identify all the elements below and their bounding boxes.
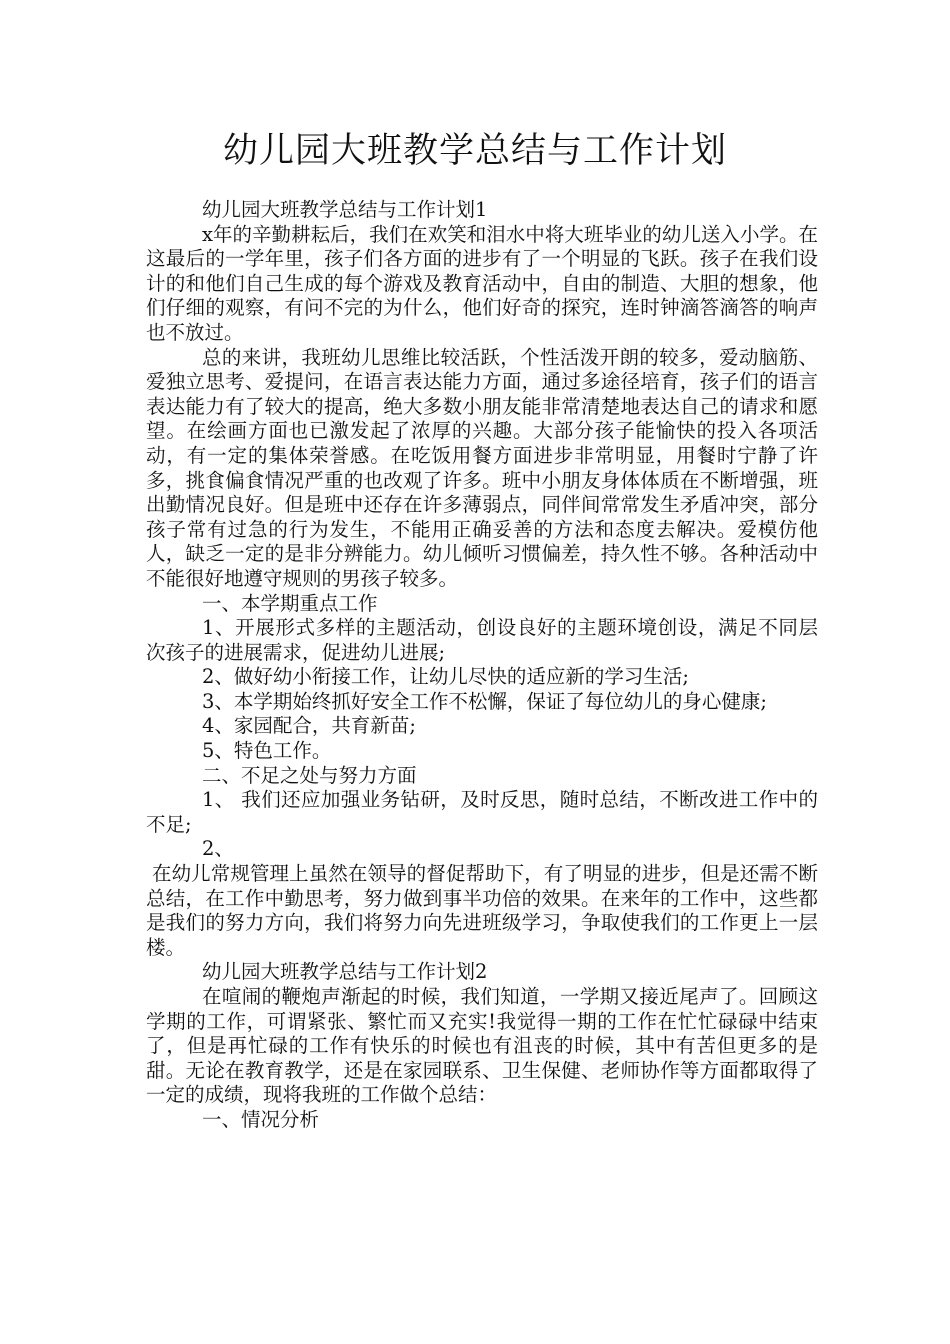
list-item: 2、 — [202, 837, 234, 861]
list-item: 1、 我们还应加强业务钻研，及时反思，随时总结，不断改进工作中的不足; — [146, 788, 818, 836]
section-heading: 一、本学期重点工作 — [202, 591, 378, 615]
paragraph: 总的来讲，我班幼儿思维比较活跃，个性活泼开朗的较多，爱动脑筋、爱独立思考、爱提问，在语言表达能力方面，通过多途径培育，孩子们的语言表达能力有了较大的提高，绝大多数小朋友能非常清楚地表达自己的请求和愿望。在绘画方面也已激发起了浓厚的兴趣。大部分孩子能愉快的投入各项活动，有一定的集体荣誉感。在吃饭用餐方面进步非常明显，用餐时宁静了许多，挑食偏食情况严重的也改观了许多。班中小朋友身体体质在不断增强，班出勤情况良好。但是班中还存在许多薄弱点，同伴间常常发生矛盾冲突，部分孩子常有过急的行为发生，不能用正确妥善的方法和态度去解决。爱模仿他人，缺乏一定的是非分辨能力。幼儿倾听习惯偏差，持久性不够。各种活动中不能很好地遵守规则的男孩子较多。 — [146, 345, 818, 590]
paragraph: 在幼儿常规管理上虽然在领导的督促帮助下，有了明显的进步，但是还需不断总结，在工作中勤思考，努力做到事半功倍的效果。在来年的工作中，这些都是我们的努力方向，我们将努力向先进班级学习，争取使我们的工作更上一层楼。 — [146, 862, 818, 959]
paragraph: x年的辛勤耕耘后，我们在欢笑和泪水中将大班毕业的幼儿送入小学。在这最后的一学年里，孩子们各方面的进步有了一个明显的飞跃。孩子在我们设计的和他们自己生成的每个游戏及教育活动中，自由的制造、大胆的想象，他们仔细的观察，有问不完的为什么，他们好奇的探究，连时钟滴答滴答的响声也不放过。 — [146, 222, 818, 344]
list-item: 4、家园配合，共育新苗; — [202, 714, 416, 738]
list-item: 1、开展形式多样的主题活动，创设良好的主题环境创设，满足不同层次孩子的进展需求，促进幼儿进展; — [146, 616, 818, 664]
list-item: 5、特色工作。 — [202, 739, 332, 763]
list-item: 2、做好幼小衔接工作，让幼儿尽快的适应新的学习生活; — [202, 665, 689, 689]
paragraph: 在喧闹的鞭炮声渐起的时候，我们知道，一学期又接近尾声了。回顾这学期的工作，可谓紧张、繁忙而又充实!我觉得一期的工作在忙忙碌碌中结束了，但是再忙碌的工作有快乐的时候也有沮丧的时候，其中有苦但更多的是甜。无论在教育教学，还是在家园联系、卫生保健、老师协作等方面都取得了一定的成绩，现将我班的工作做个总结： — [146, 985, 818, 1107]
document-title: 幼儿园大班教学总结与工作计划 — [222, 131, 727, 171]
section-heading: 一、情况分析 — [202, 1107, 320, 1131]
list-item: 3、本学期始终抓好安全工作不松懈，保证了每位幼儿的身心健康; — [202, 689, 767, 713]
section-heading: 二、不足之处与努力方面 — [202, 763, 417, 787]
section-heading: 幼儿园大班教学总结与工作计划1 — [202, 198, 488, 221]
section-heading: 幼儿园大班教学总结与工作计划2 — [202, 960, 488, 984]
document-body — [146, 198, 818, 1133]
